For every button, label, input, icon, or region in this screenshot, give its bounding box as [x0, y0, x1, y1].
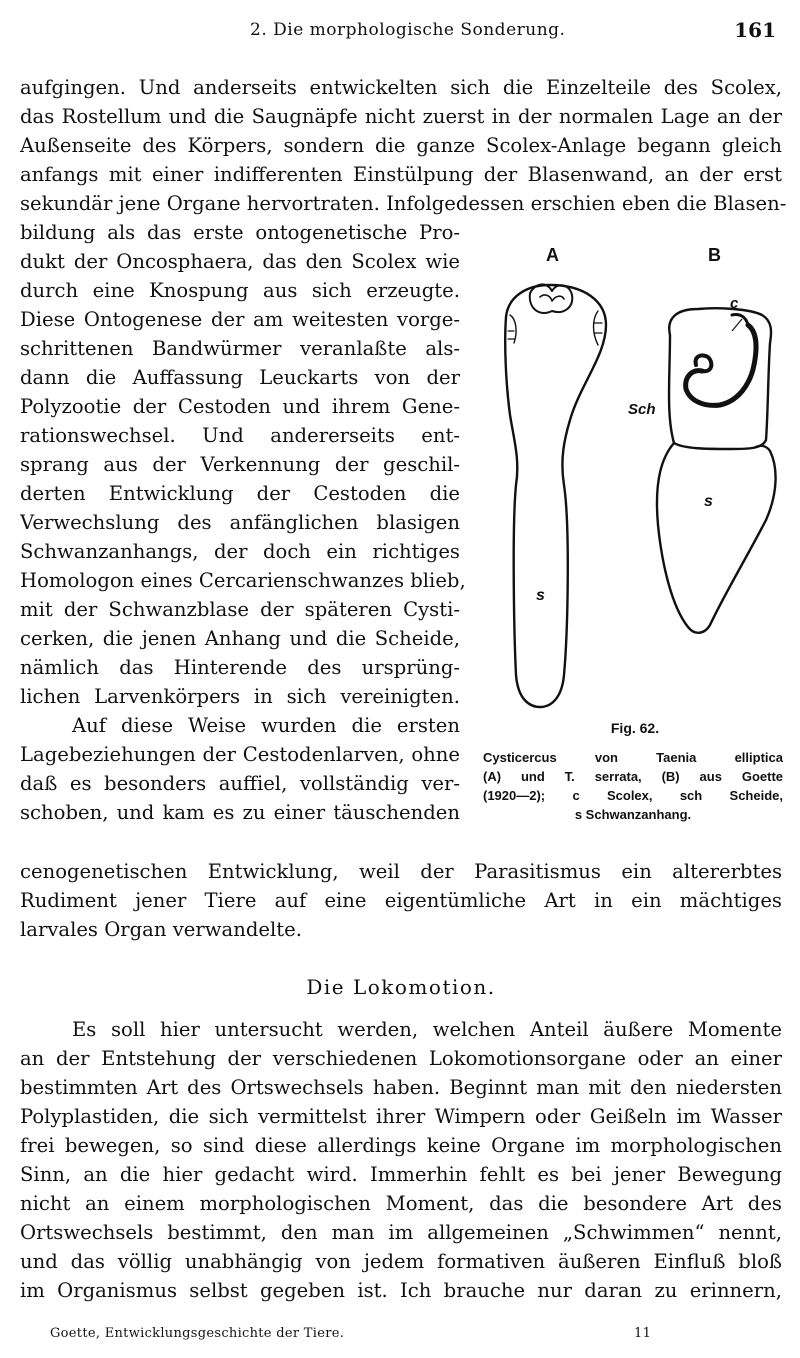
- page-number: 161: [734, 18, 776, 42]
- caption-line: Cysticercus von Taenia elliptica: [483, 750, 783, 765]
- figure-label-a: A: [546, 245, 559, 265]
- text-line: im Organismus selbst gegeben ist. Ich brauche nur daran zu erinnern,: [20, 1279, 782, 1302]
- text-line: und das völlig unabhängig von jedem formativen äußeren Einfluß bloß: [20, 1250, 782, 1273]
- text-line: Polyplastiden, die sich vermittelst ihrer Wimpern oder Geißeln im Wasser: [20, 1105, 782, 1128]
- figure-label-sch: Sch: [628, 401, 656, 418]
- figure-label-s-b: s: [704, 493, 713, 510]
- specimen-a-outline: [505, 285, 606, 707]
- text-line: an der Entstehung der verschiedenen Lokomotionsorgane oder an einer: [20, 1047, 782, 1070]
- running-head-title: 2. Die morphologische Sonderung.: [250, 20, 566, 40]
- text-line: bildung als das erste ontogenetische Pro-: [20, 221, 460, 244]
- cysticercus-drawing: [480, 235, 790, 715]
- text-line: schoben, und kam es zu einer täuschenden: [20, 801, 460, 824]
- text-line: derten Entwicklung der Cestoden die: [20, 482, 460, 505]
- text-line: sprang aus der Verkennung der geschil-: [20, 453, 460, 476]
- running-head: [20, 18, 780, 48]
- text-line: nämlich das Hinterende des ursprüng-: [20, 656, 460, 679]
- text-line: anfangs mit einer indifferenten Einstülpung der Blasenwand, an der erst: [20, 163, 782, 186]
- text-line: Homologon eines Cercarienschwanzes blieb,: [20, 569, 466, 592]
- specimen-b-schwanz: [657, 443, 776, 633]
- caption-line: s Schwanzanhang.: [574, 807, 692, 822]
- text-line: Außenseite des Körpers, sondern die ganze Scolex-Anlage begann gleich: [20, 134, 782, 157]
- text-line: dukt der Oncosphaera, das den Scolex wie: [20, 250, 460, 273]
- text-line: cerken, die jenen Anhang und die Scheide,: [20, 627, 460, 650]
- text-line: Polyzootie der Cestoden und ihrem Gene-: [20, 395, 460, 418]
- sheet-signature: 11: [634, 1326, 652, 1341]
- text-line: Verwechslung des anfänglichen blasigen: [20, 511, 460, 534]
- text-line: Schwanzanhangs, der doch ein richtiges: [20, 540, 460, 563]
- text-line: das Rostellum und die Saugnäpfe nicht zuerst in der normalen Lage an der: [20, 105, 782, 128]
- figure-caption: [483, 748, 783, 824]
- text-line: aufgingen. Und anderseits entwickelten sich die Einzelteile des Scolex,: [20, 76, 782, 99]
- text-line: nicht an einem morphologischen Moment, das die besondere Art des: [20, 1192, 782, 1215]
- text-line: Rudiment jener Tiere auf eine eigentümliche Art in ein mächtiges: [20, 889, 782, 912]
- text-line: daß es besonders auffiel, vollständig ver-: [20, 772, 460, 795]
- text-line: cenogenetischen Entwicklung, weil der Parasitismus ein altererbtes: [20, 860, 782, 883]
- section-heading: Die Lokomotion.: [306, 975, 496, 999]
- figure-label-c: c: [730, 295, 739, 312]
- footer-author: Goette, Entwicklungsgeschichte der Tiere.: [50, 1326, 345, 1341]
- text-line: schrittenen Bandwürmer veranlaßte als-: [20, 337, 460, 360]
- caption-line: (1920—2); c Scolex, sch Scheide,: [483, 788, 783, 803]
- text-line: mit der Schwanzblase der späteren Cysti-: [20, 598, 460, 621]
- text-line: larvales Organ verwandelte.: [20, 918, 302, 941]
- caption-line: (A) und T. serrata, (B) aus Goette: [483, 769, 783, 784]
- text-line: bestimmten Art des Ortswechsels haben. Beginnt man mit den niedersten: [20, 1076, 782, 1099]
- text-line: Auf diese Weise wurden die ersten: [72, 714, 460, 737]
- figure-label-s-a: s: [536, 587, 545, 604]
- text-line: rationswechsel. Und andererseits ent-: [20, 424, 460, 447]
- text-line: lichen Larvenkörpers in sich vereinigten.: [20, 685, 460, 708]
- footer: [50, 1326, 750, 1350]
- text-line: durch eine Knospung aus sich erzeugte.: [20, 279, 460, 302]
- text-line: Es soll hier untersucht werden, welchen Anteil äußere Momente: [72, 1018, 782, 1041]
- text-line: dann die Auffassung Leuckarts von der: [20, 366, 460, 389]
- text-line: Sinn, an die hier gedacht wird. Immerhin fehlt es bei jener Bewegung: [20, 1163, 782, 1186]
- text-line: Ortswechsels bestimmt, den man im allgemeinen „Schwimmen“ nennt,: [20, 1221, 782, 1244]
- text-line: frei bewegen, so sind diese allerdings keine Organe im morphologischen: [20, 1134, 782, 1157]
- figure-number: Fig. 62.: [610, 720, 660, 736]
- text-line: Lagebeziehungen der Cestodenlarven, ohne: [20, 743, 460, 766]
- figure-label-b: B: [708, 245, 721, 265]
- figure-62: [480, 235, 790, 715]
- text-line: sekundär jene Organe hervortraten. Infolgedessen erschien eben die Blasen-: [20, 192, 787, 215]
- text-line: Diese Ontogenese der am weitesten vorge-: [20, 308, 460, 331]
